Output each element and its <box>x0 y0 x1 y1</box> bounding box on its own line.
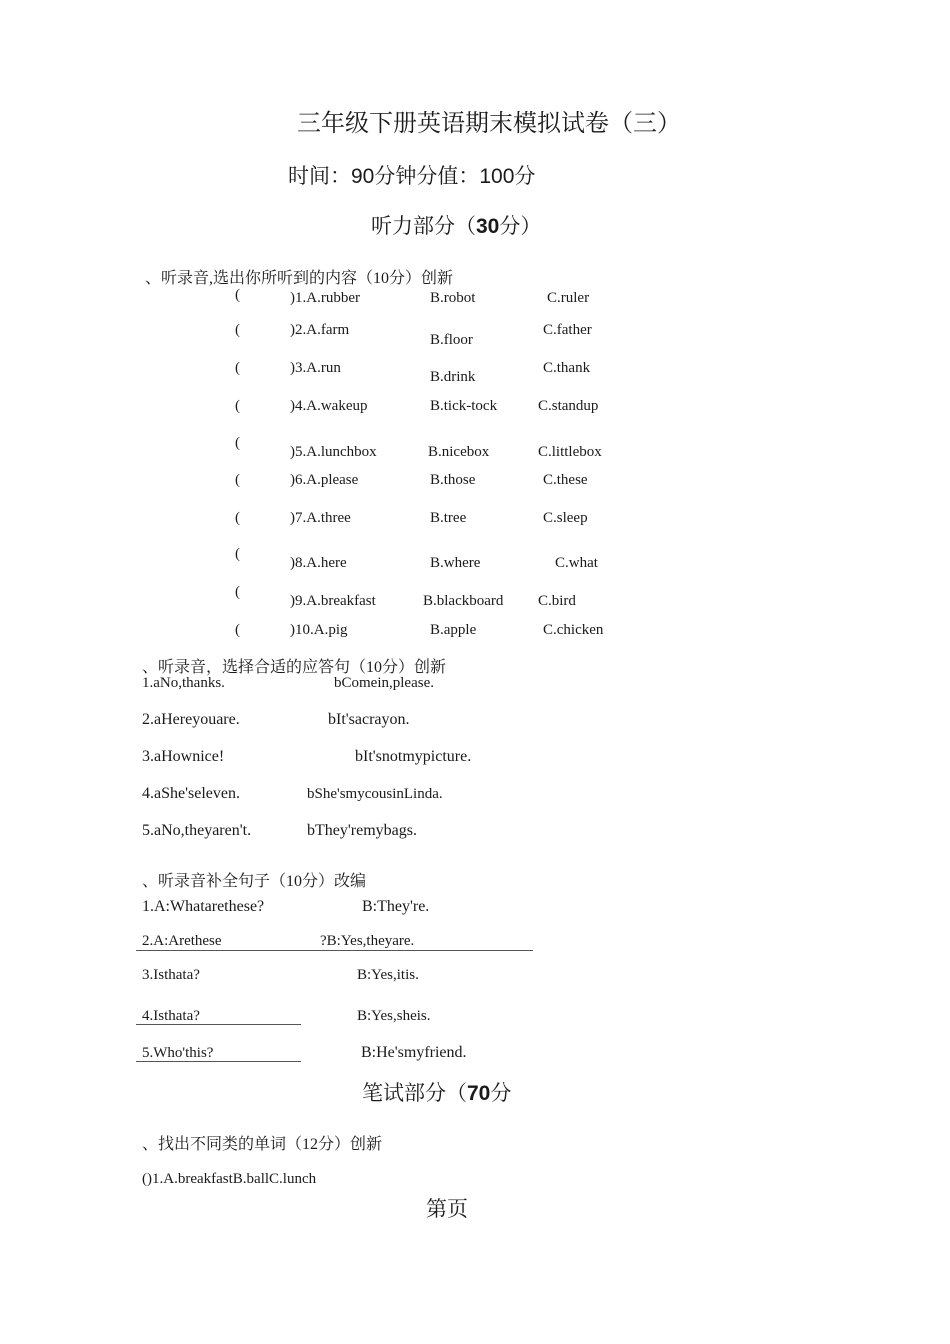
time-suffix: 分 <box>514 164 536 188</box>
sentence-a: 3.Isthata? <box>142 967 200 983</box>
option-c: C.ruler <box>547 290 590 306</box>
part4-heading: 、找出不同类的单词（12分）创新 <box>142 1136 383 1153</box>
part2-heading: 、听录音，选择合适的应答句（10分）创新 <box>142 659 447 676</box>
sentence-b: B:They're. <box>362 898 430 915</box>
option-b: B.robot <box>430 290 476 306</box>
sentence-b: ?B:Yes,theyare. <box>320 933 415 949</box>
page-footer: 第页 <box>426 1197 468 1221</box>
written-section-header <box>362 1077 511 1107</box>
listening-points: 30 <box>476 215 500 238</box>
odd-word-item: ()1.A.breakfastB.ballC.lunch <box>142 1171 317 1187</box>
listening-section-header <box>371 210 541 240</box>
option-c: C.littlebox <box>538 444 602 460</box>
written-points: 70 <box>467 1082 491 1105</box>
option-a: )9.A.breakfast <box>290 593 376 609</box>
answer-paren: ( <box>235 435 240 451</box>
part3-heading: 、听录音补全句子（10分）改编 <box>142 873 367 890</box>
time-middle: 分钟分值： <box>374 164 480 188</box>
response-a: 2.aHereyouare. <box>142 711 240 728</box>
option-b: B.apple <box>430 622 477 638</box>
part1-heading: 、听录音,选出你所听到的内容（10分）创新 <box>145 270 454 287</box>
answer-paren: ( <box>235 622 240 638</box>
fill-blank-line <box>136 1024 301 1025</box>
time-score: 100 <box>479 165 515 188</box>
option-b: B.where <box>430 555 481 571</box>
option-a: )4.A.wakeup <box>290 398 368 414</box>
time-minutes: 90 <box>351 165 375 188</box>
answer-paren: ( <box>235 510 240 526</box>
answer-paren: ( <box>235 546 240 562</box>
option-c: C.thank <box>543 360 591 376</box>
option-b: B.floor <box>430 332 473 348</box>
fill-blank-line <box>136 950 533 951</box>
sentence-b: B:Yes,sheis. <box>357 1008 431 1024</box>
option-a: )1.A.rubber <box>290 290 360 306</box>
option-a: )7.A.three <box>290 510 351 526</box>
option-a: )6.A.please <box>290 472 359 488</box>
sentence-b: B:Yes,itis. <box>357 967 419 983</box>
answer-paren: ( <box>235 287 240 303</box>
answer-paren: ( <box>235 398 240 414</box>
option-b: B.tree <box>430 510 467 526</box>
response-a: 5.aNo,theyaren't. <box>142 822 252 839</box>
option-a: )5.A.lunchbox <box>290 444 377 460</box>
response-b: bShe'smycousinLinda. <box>307 786 443 802</box>
time-prefix: 时间： <box>288 164 351 188</box>
option-a: )3.A.run <box>290 360 341 376</box>
option-c: C.sleep <box>543 510 588 526</box>
option-c: C.bird <box>538 593 576 609</box>
written-prefix: 笔试部分（ <box>362 1081 467 1105</box>
answer-paren: ( <box>235 584 240 600</box>
option-a: )8.A.here <box>290 555 347 571</box>
option-b: B.those <box>430 472 476 488</box>
response-b: bThey'remybags. <box>307 822 417 839</box>
sentence-a: 5.Who'this? <box>142 1045 214 1061</box>
response-b: bIt'snotmypicture. <box>355 748 472 765</box>
response-a: 1.aNo,thanks. <box>142 675 225 691</box>
option-b: B.nicebox <box>428 444 490 460</box>
answer-paren: ( <box>235 322 240 338</box>
option-c: C.father <box>543 322 592 338</box>
written-suffix: 分 <box>490 1081 512 1105</box>
option-b: B.drink <box>430 369 476 385</box>
option-c: C.what <box>555 555 598 571</box>
sentence-a: 2.A:Arethese <box>142 933 222 949</box>
time-info <box>288 160 535 190</box>
option-c: C.standup <box>538 398 599 414</box>
exam-title: 三年级下册英语期末模拟试卷（三） <box>297 111 681 137</box>
option-a: )2.A.farm <box>290 322 350 338</box>
fill-blank-line <box>136 1061 301 1062</box>
answer-paren: ( <box>235 472 240 488</box>
answer-paren: ( <box>235 360 240 376</box>
option-c: C.these <box>543 472 588 488</box>
sentence-a: 1.A:Whatarethese? <box>142 898 265 915</box>
listening-prefix: 听力部分（ <box>371 214 476 238</box>
sentence-b: B:He'smyfriend. <box>361 1044 467 1061</box>
sentence-a: 4.Isthata? <box>142 1008 200 1024</box>
option-b: B.blackboard <box>423 593 504 609</box>
listening-suffix: 分） <box>499 214 542 238</box>
option-a: )10.A.pig <box>290 622 348 638</box>
response-b: bIt'sacrayon. <box>328 711 410 728</box>
option-c: C.chicken <box>543 622 604 638</box>
response-b: bComein,please. <box>334 675 434 691</box>
response-a: 3.aHownice! <box>142 748 225 765</box>
option-b: B.tick-tock <box>430 398 498 414</box>
response-a: 4.aShe'seleven. <box>142 785 240 802</box>
